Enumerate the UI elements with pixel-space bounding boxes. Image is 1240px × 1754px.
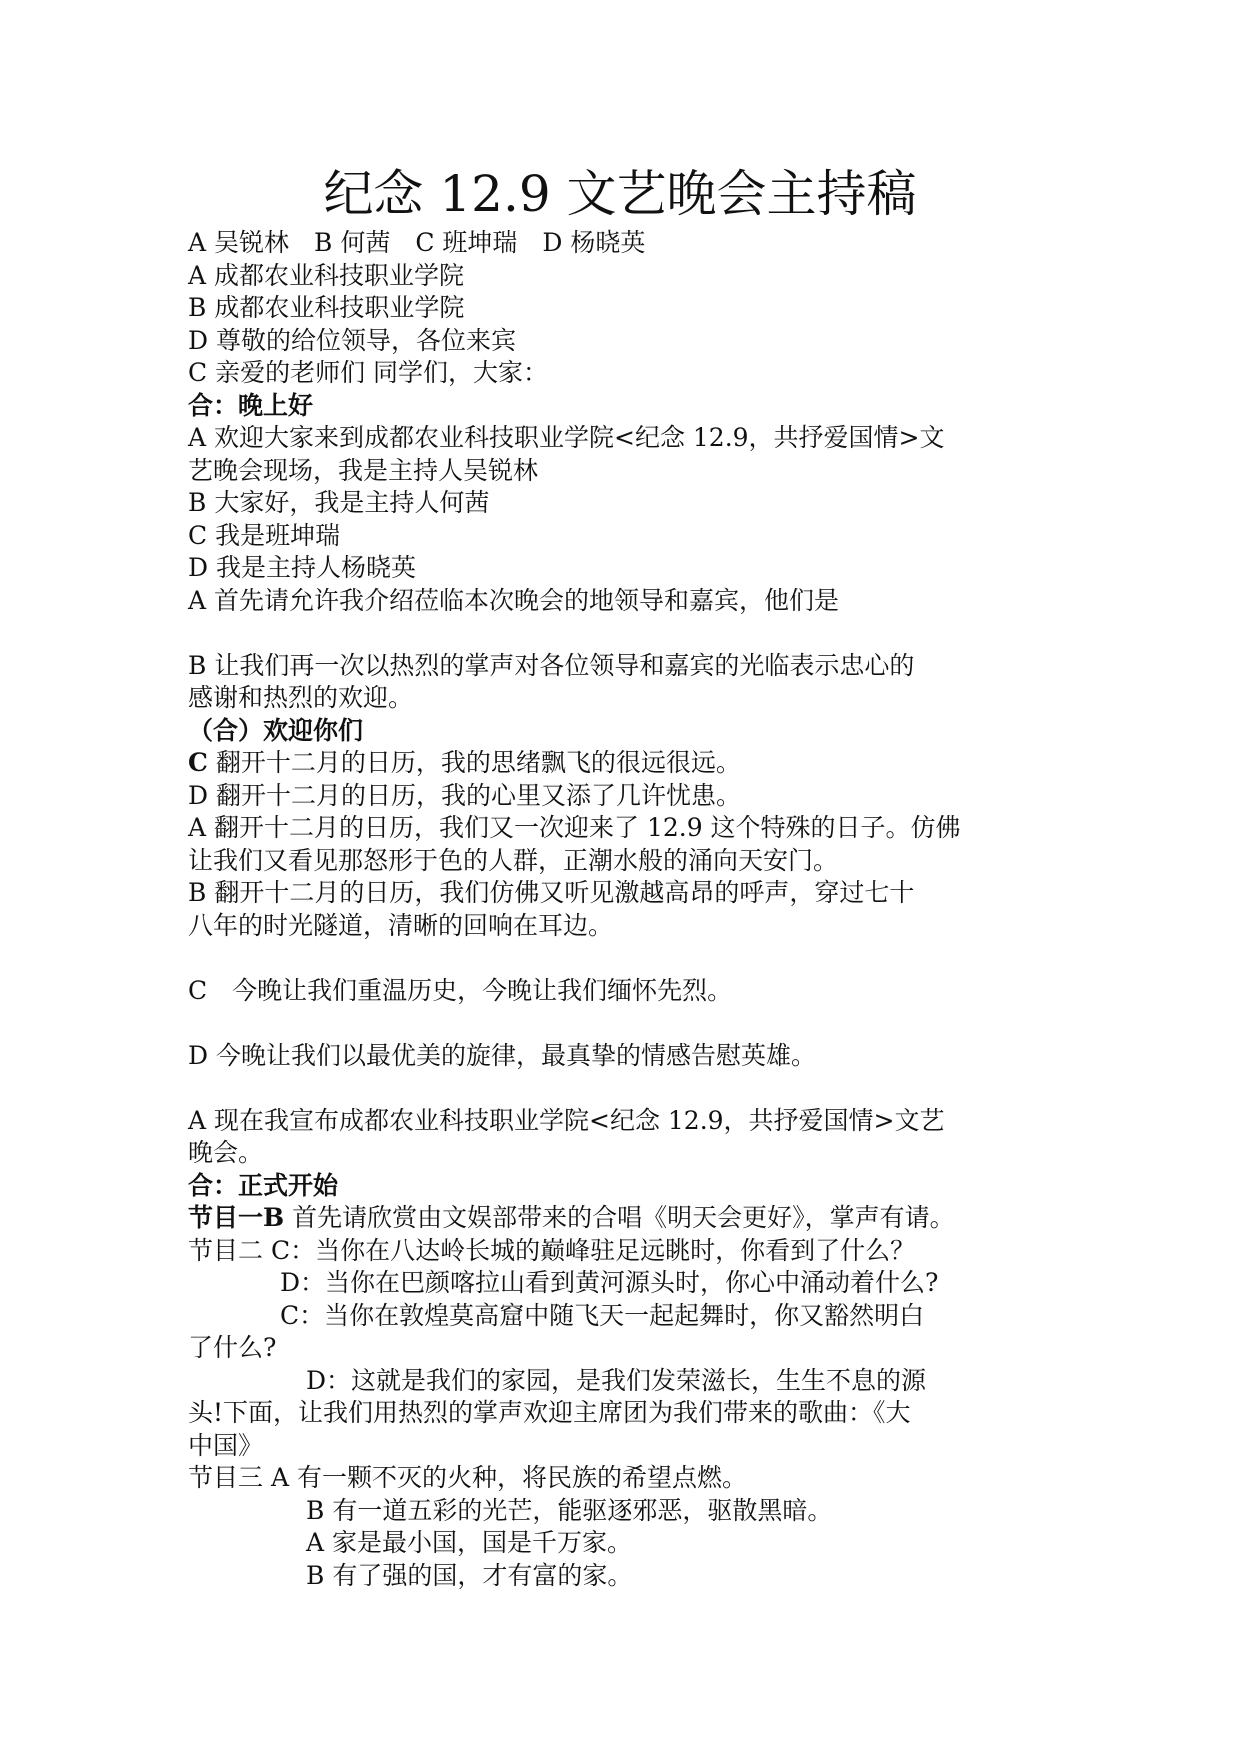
text-line: [188, 1202, 1088, 1235]
text-line: C：当你在敦煌莫高窟中随飞天一起起舞时，你又豁然明白: [280, 1300, 925, 1330]
text-line: A 家是最小国，国是千万家。: [306, 1528, 633, 1557]
text-line: 了什么?: [188, 1333, 277, 1362]
document-body: [188, 227, 1088, 1592]
text-line: [188, 747, 1088, 780]
text-line: B 有一道五彩的光芒，能驱逐邪恶，驱散黑暗。: [306, 1495, 833, 1525]
text-line: 晚会。: [188, 1138, 264, 1167]
blank-line: [188, 942, 1088, 975]
text-line: B 有了强的国，才有富的家。: [306, 1560, 633, 1590]
text-line: B 翻开十二月的日历，我们仿佛又听见激越高昂的呼声，穿过七十: [188, 878, 915, 907]
text-line: B 让我们再一次以热烈的掌声对各位领导和嘉宾的光临表示忠心的: [188, 650, 915, 680]
text-line: C 今晚让我们重温历史，今晚让我们缅怀先烈。: [188, 975, 733, 1005]
text-line: C 我是班坤瑞: [188, 520, 341, 550]
text-line: D：这就是我们的家园，是我们发荣滋长，生生不息的源: [306, 1365, 927, 1395]
text-line: D 我是主持人杨晓英: [188, 553, 416, 582]
text-line: 节目三 A 有一颗不灭的火种，将民族的希望点燃。: [188, 1463, 747, 1492]
text-line-bold: （合）欢迎你们: [188, 715, 364, 745]
text-line-bold: 合：正式开始: [188, 1170, 339, 1200]
text-line: A 成都农业科技职业学院: [188, 260, 465, 290]
text-line: A 欢迎大家来到成都农业科技职业学院<纪念 12.9，共抒爱国情>文: [188, 423, 945, 452]
text-line: A 首先请允许我介绍莅临本次晚会的地领导和嘉宾，他们是: [188, 585, 840, 615]
text-line: A 现在我宣布成都农业科技职业学院<纪念 12.9，共抒爱国情>文艺: [188, 1105, 945, 1135]
program-label: 节目一: [188, 1203, 264, 1232]
text-line: 感谢和热烈的欢迎。: [188, 683, 414, 712]
text-line-bold: 合：晚上好: [188, 390, 314, 420]
text-line: 艺晚会现场，我是主持人吴锐林: [188, 455, 539, 485]
blank-line: [188, 1072, 1088, 1105]
text-line: 头!下面，让我们用热烈的掌声欢迎主席团为我们带来的歌曲：《大: [188, 1398, 911, 1427]
blank-line: [188, 617, 1088, 650]
text-line: 八年的时光隧道，清晰的回响在耳边。: [188, 910, 614, 940]
blank-line: [188, 1007, 1088, 1040]
text-line: 中国》: [188, 1430, 264, 1460]
text-line: A 吴锐林 B 何茜 C 班坤瑞 D 杨晓英: [188, 228, 646, 257]
speaker-label: C: [188, 748, 208, 777]
document-title: 纪念 12.9 文艺晚会主持稿: [323, 165, 917, 223]
text-line: D 今晚让我们以最优美的旋律，最真挚的情感告慰英雄。: [188, 1040, 816, 1070]
line-text: 翻开十二月的日历，我的思绪飘飞的很远很远。: [215, 748, 741, 777]
text-line: D 翻开十二月的日历，我的心里又添了几许忧患。: [188, 780, 741, 810]
line-text: 首先请欣赏由文娱部带来的合唱《明天会更好》，掌声有请。: [292, 1203, 955, 1232]
text-line: D：当你在巴颜喀拉山看到黄河源头时，你心中涌动着什么?: [280, 1268, 939, 1297]
text-line: C 亲爱的老师们 同学们，大家：: [188, 358, 549, 387]
text-line: B 成都农业科技职业学院: [188, 293, 465, 322]
text-line: A 翻开十二月的日历，我们又一次迎来了 12.9 这个特殊的日子。仿佛: [188, 813, 961, 842]
speaker-label: B: [263, 1203, 285, 1232]
text-line: B 大家好，我是主持人何茜: [188, 488, 490, 517]
text-line: 节目二 C：当你在八达岭长城的巅峰驻足远眺时，你看到了什么？: [188, 1235, 916, 1265]
text-line: 让我们又看见那怒形于色的人群，正潮水般的涌向天安门。: [188, 845, 839, 875]
text-line: D 尊敬的给位领导，各位来宾: [188, 325, 516, 355]
